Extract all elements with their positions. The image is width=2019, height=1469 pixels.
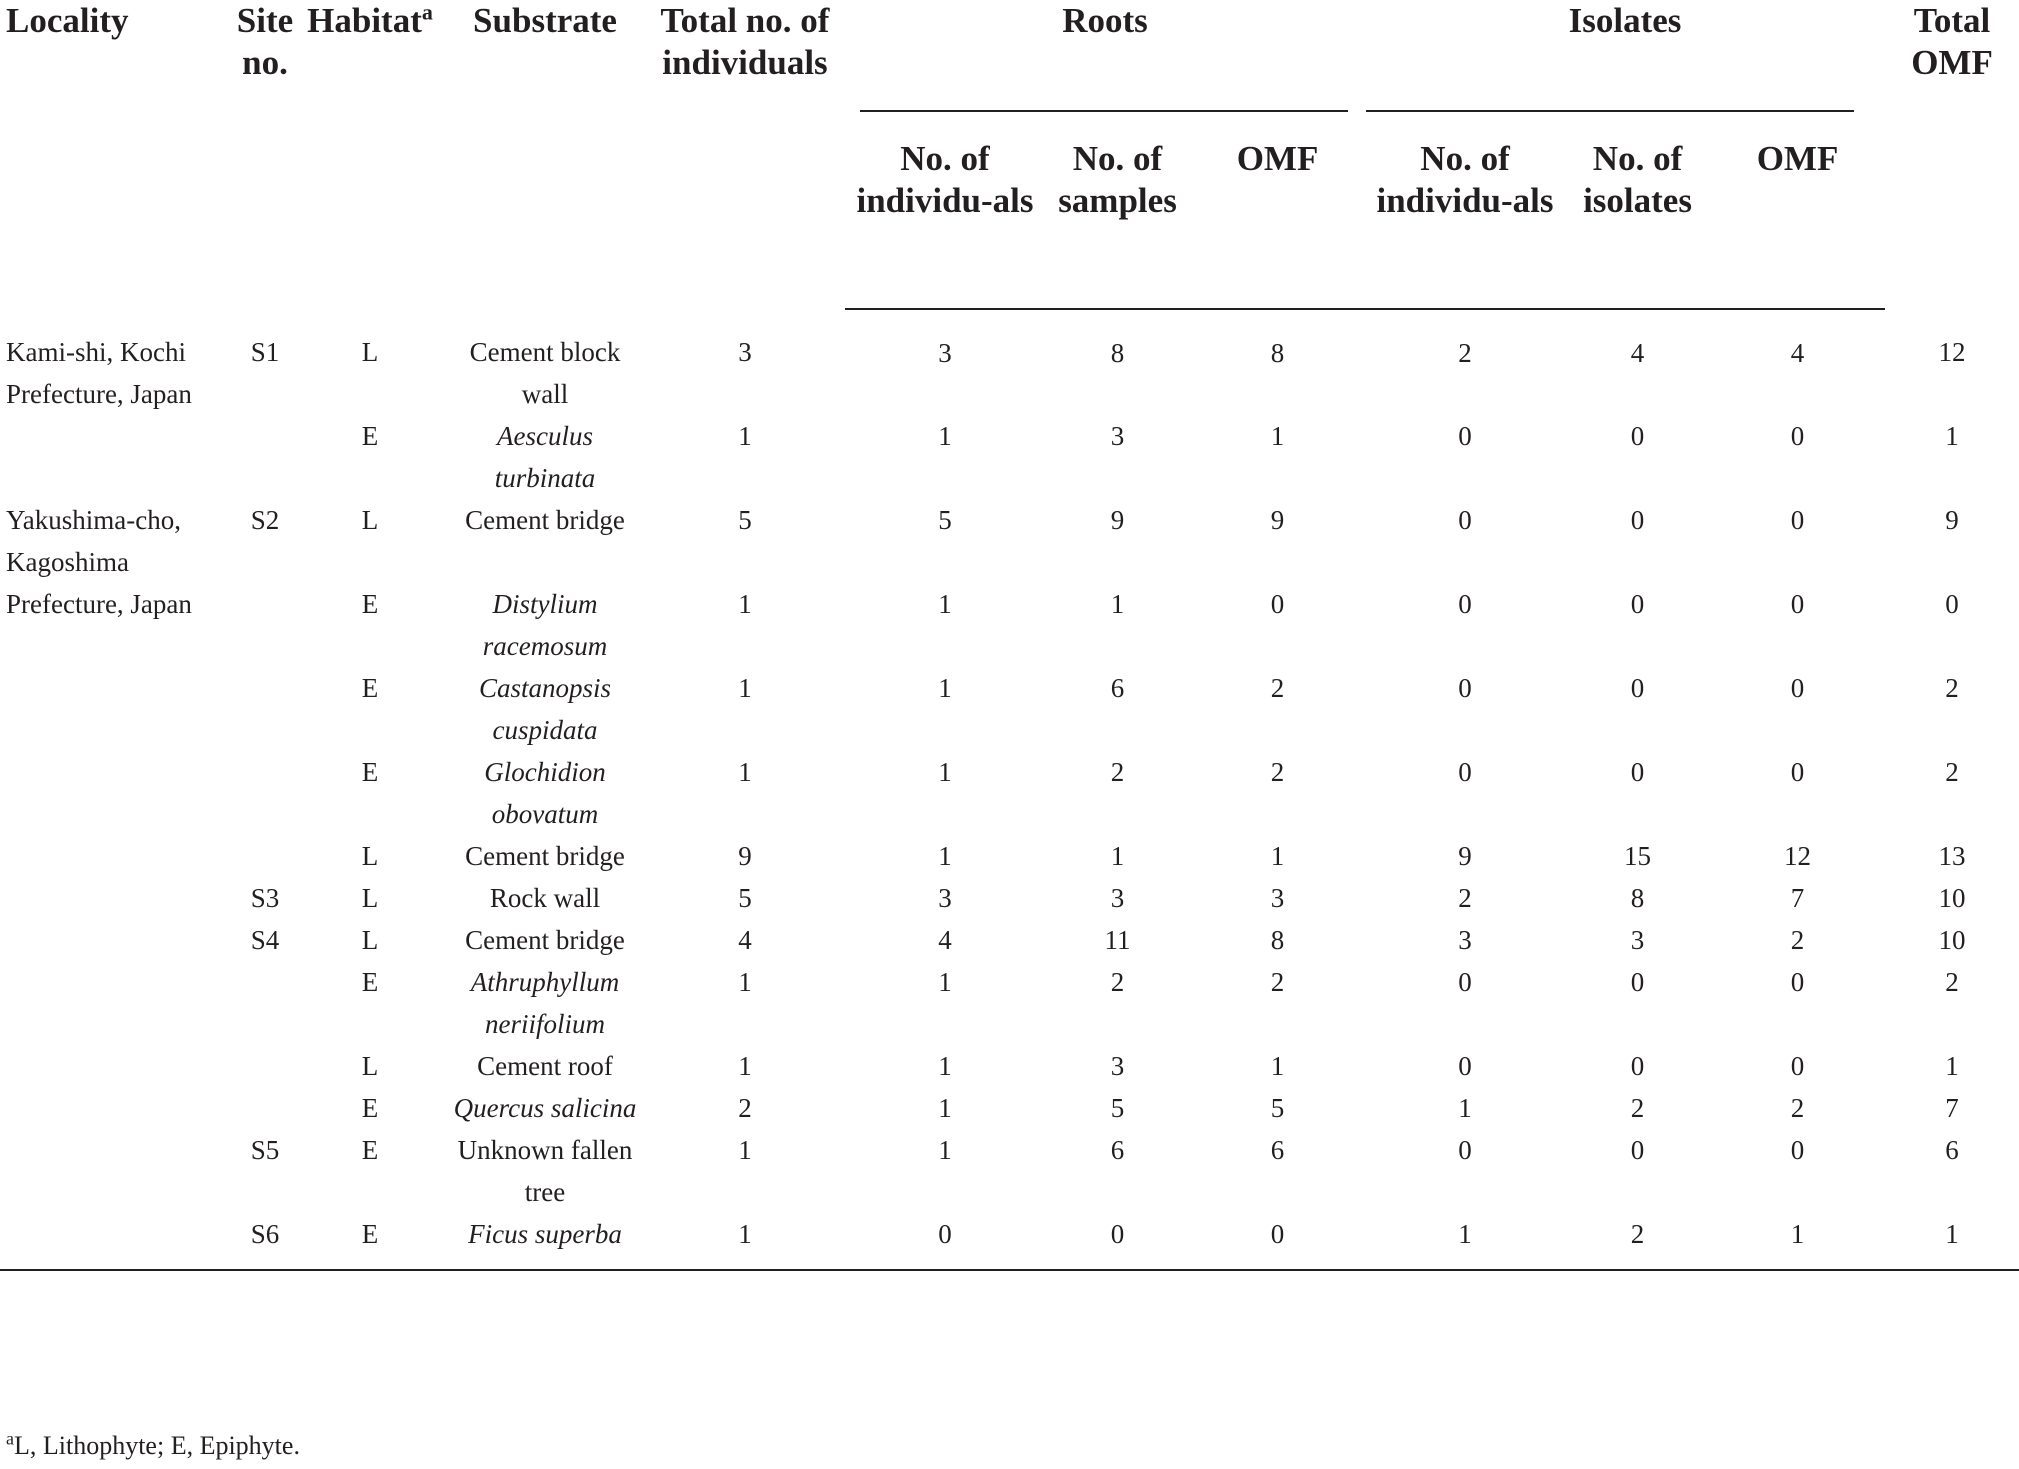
substrate-cell: Castanopsis cuspidata	[478, 673, 612, 745]
total-omf-cell: 6	[1945, 1135, 1959, 1165]
habitat-cell: E	[361, 967, 379, 997]
substrate-cell: Athruphyllum neriifolium	[470, 967, 620, 1039]
isolates-individuals-cell: 2	[1458, 338, 1472, 368]
total-individuals-cell: 2	[738, 1093, 752, 1123]
isolates-isolates-cell: 0	[1630, 505, 1645, 535]
roots-samples-cell: 1	[1110, 841, 1125, 871]
habitat-cell: L	[361, 1051, 379, 1081]
isolates-individuals-cell: 3	[1458, 925, 1472, 955]
footnote-sup: a	[6, 1428, 14, 1449]
substrate-cell: Aesculus turbinata	[494, 421, 596, 493]
table-row	[0, 667, 2019, 751]
roots-omf-cell: 3	[1270, 883, 1285, 913]
total-individuals-cell: 1	[738, 673, 752, 703]
isolates-omf-cell: 0	[1790, 673, 1805, 703]
isolates-omf-cell: 2	[1790, 1093, 1805, 1123]
footnote-text: L, Lithophyte; E, Epiphyte.	[14, 1431, 300, 1460]
table-row	[0, 499, 2019, 583]
isolates-individuals-cell: 0	[1458, 505, 1472, 535]
total-omf-cell: 0	[1945, 589, 1959, 619]
habitat-cell: E	[361, 673, 379, 703]
roots-samples-cell: 3	[1110, 883, 1125, 913]
site-cell	[235, 751, 295, 835]
roots-omf-cell: 2	[1270, 673, 1285, 703]
header-total-omf: Total OMF	[1911, 1, 1993, 82]
header-roots-omf: OMF	[1190, 110, 1365, 309]
substrate-cell: Unknown fallen tree	[457, 1135, 633, 1207]
isolates-individuals-cell: 0	[1458, 757, 1472, 787]
substrate-cell: Ficus superba	[445, 1213, 645, 1270]
site-cell	[235, 961, 295, 1045]
roots-individuals-cell: 1	[938, 1135, 952, 1165]
total-omf-cell: 1	[1945, 421, 1959, 451]
roots-omf-cell: 1	[1270, 841, 1285, 871]
site-cell	[235, 1045, 295, 1087]
isolates-individuals-cell: 0	[1458, 673, 1472, 703]
roots-samples-cell: 0	[1045, 1213, 1190, 1270]
locality-cell: Kami-shi, Kochi Prefecture, Japan	[6, 337, 192, 409]
header-substrate: Substrate	[473, 1, 617, 40]
isolates-isolates-cell: 0	[1630, 589, 1645, 619]
roots-samples-cell: 3	[1110, 1051, 1125, 1081]
isolates-omf-cell: 2	[1790, 925, 1805, 955]
roots-omf-cell: 5	[1270, 1093, 1285, 1123]
isolates-individuals-cell: 9	[1458, 841, 1472, 871]
roots-samples-cell: 6	[1110, 1135, 1125, 1165]
roots-samples-cell: 2	[1110, 757, 1125, 787]
roots-individuals-cell: 3	[938, 338, 952, 368]
roots-individuals-cell: 4	[938, 925, 952, 955]
locality-cell	[0, 919, 235, 961]
total-omf-cell: 2	[1945, 967, 1959, 997]
table-row	[0, 1129, 2019, 1213]
isolates-omf-cell: 12	[1784, 841, 1812, 871]
total-individuals-cell: 1	[738, 1135, 752, 1165]
roots-omf-cell: 8	[1270, 338, 1285, 368]
roots-samples-cell: 11	[1104, 925, 1131, 955]
total-individuals-cell: 3	[738, 337, 752, 367]
header-habitat: Habitat$^a$	[307, 0, 433, 40]
isolates-omf-cell: 7	[1790, 883, 1805, 913]
site-cell: S3	[250, 883, 280, 913]
substrate-cell: Cement bridge	[465, 505, 625, 535]
locality-cell	[0, 1213, 235, 1270]
total-individuals-cell: 1	[645, 1213, 845, 1270]
header-isolates: Isolates	[1568, 1, 1682, 40]
isolates-isolates-cell: 0	[1630, 1051, 1645, 1081]
roots-samples-cell: 3	[1110, 421, 1125, 451]
table-row	[0, 751, 2019, 835]
roots-individuals-cell: 1	[938, 841, 952, 871]
isolates-omf-cell: 0	[1790, 589, 1805, 619]
substrate-cell: Cement bridge	[465, 925, 625, 955]
habitat-cell: E	[361, 589, 379, 619]
locality-cell: Prefecture, Japan	[6, 589, 192, 619]
table-row	[0, 919, 2019, 961]
roots-samples-cell: 2	[1110, 967, 1125, 997]
roots-samples-cell: 6	[1110, 673, 1125, 703]
isolates-omf-cell: 0	[1790, 421, 1805, 451]
substrate-cell: Cement bridge	[465, 841, 625, 871]
roots-individuals-cell: 5	[938, 505, 952, 535]
roots-individuals-cell: 1	[938, 967, 952, 997]
table-row	[0, 309, 2019, 415]
site-cell	[235, 415, 295, 499]
isolates-isolates-cell: 0	[1630, 1135, 1645, 1165]
isolates-omf-cell: 4	[1790, 338, 1805, 368]
header-locality: Locality	[6, 1, 129, 40]
isolates-omf-cell: 0	[1790, 757, 1805, 787]
isolates-isolates-cell: 0	[1630, 967, 1645, 997]
locality-cell	[0, 877, 235, 919]
header-roots: Roots	[1062, 1, 1148, 40]
total-individuals-cell: 1	[738, 589, 752, 619]
isolates-omf-cell: 1	[1710, 1213, 1885, 1270]
isolates-omf-cell: 0	[1790, 1135, 1805, 1165]
habitat-cell: E	[361, 1135, 379, 1165]
roots-omf-cell: 2	[1270, 757, 1285, 787]
total-individuals-cell: 9	[738, 841, 752, 871]
isolates-isolates-cell: 15	[1624, 841, 1652, 871]
site-cell	[235, 583, 295, 667]
total-individuals-cell: 4	[738, 925, 752, 955]
total-omf-cell: 12	[1938, 337, 1966, 367]
isolates-isolates-cell: 2	[1630, 1093, 1645, 1123]
header-isolates-isolates: No. of isolates	[1565, 110, 1710, 309]
total-omf-cell: 9	[1945, 505, 1959, 535]
roots-group-underline	[860, 110, 1348, 112]
roots-individuals-cell: 1	[938, 1093, 952, 1123]
roots-individuals-cell: 0	[845, 1213, 1045, 1270]
habitat-cell: L	[361, 337, 379, 367]
table-row	[0, 1213, 2019, 1270]
habitat-cell: L	[361, 505, 379, 535]
locality-cell	[0, 1045, 235, 1087]
locality-cell	[0, 1129, 235, 1213]
total-omf-cell: 10	[1938, 925, 1966, 955]
header-habitat-sup: a	[421, 0, 433, 25]
isolates-isolates-cell: 2	[1565, 1213, 1710, 1270]
isolates-individuals-cell: 0	[1458, 1051, 1472, 1081]
table-row	[0, 415, 2019, 499]
header-isolates-individuals: No. of individu-als	[1365, 110, 1565, 309]
header-roots-individuals: No. of individu-als	[845, 110, 1045, 309]
roots-omf-cell: 9	[1270, 505, 1285, 535]
roots-omf-cell: 2	[1270, 967, 1285, 997]
roots-omf-cell: 1	[1270, 1051, 1285, 1081]
isolates-individuals-cell: 0	[1458, 589, 1472, 619]
roots-samples-cell: 1	[1110, 589, 1125, 619]
total-individuals-cell: 5	[738, 883, 752, 913]
roots-samples-cell: 9	[1110, 505, 1125, 535]
isolates-isolates-cell: 8	[1630, 883, 1645, 913]
locality-cell	[0, 835, 235, 877]
roots-individuals-cell: 1	[938, 673, 952, 703]
roots-individuals-cell: 3	[938, 883, 952, 913]
header-isolates-omf: OMF	[1710, 110, 1885, 309]
total-individuals-cell: 5	[738, 505, 752, 535]
isolates-individuals-cell: 1	[1458, 1093, 1472, 1123]
site-cell: S5	[250, 1135, 280, 1165]
total-omf-cell: 2	[1945, 673, 1959, 703]
locality-cell	[0, 1087, 235, 1129]
isolates-individuals-cell: 0	[1458, 421, 1472, 451]
habitat-cell: E	[361, 421, 379, 451]
roots-individuals-cell: 1	[938, 757, 952, 787]
table-body	[0, 309, 2019, 1270]
total-individuals-cell: 1	[738, 421, 752, 451]
isolates-isolates-cell: 4	[1630, 338, 1645, 368]
total-omf-cell: 2	[1945, 757, 1959, 787]
isolates-individuals-cell: 0	[1458, 1135, 1472, 1165]
isolates-individuals-cell: 2	[1458, 883, 1472, 913]
substrate-cell: Cement block wall	[469, 337, 621, 409]
isolates-isolates-cell: 0	[1630, 421, 1645, 451]
site-cell	[235, 835, 295, 877]
table-row	[0, 877, 2019, 919]
isolates-omf-cell: 0	[1790, 1051, 1805, 1081]
locality-cell	[0, 961, 235, 1045]
isolates-omf-cell: 0	[1790, 505, 1805, 535]
habitat-cell: E	[295, 1213, 445, 1270]
isolates-isolates-cell: 3	[1630, 925, 1645, 955]
total-individuals-cell: 1	[738, 1051, 752, 1081]
substrate-cell: Cement roof	[477, 1051, 613, 1081]
habitat-cell: L	[361, 841, 379, 871]
table-row	[0, 961, 2019, 1045]
habitat-cell: L	[361, 883, 379, 913]
table-row	[0, 1045, 2019, 1087]
isolates-isolates-cell: 0	[1630, 757, 1645, 787]
site-cell: S6	[235, 1213, 295, 1270]
roots-samples-cell: 8	[1110, 338, 1125, 368]
header-total-individuals: Total no. of individuals	[660, 1, 830, 82]
substrate-cell: Quercus salicina	[453, 1093, 637, 1123]
footnote	[6, 1430, 300, 1462]
locality-cell	[0, 415, 235, 499]
substrate-cell: Rock wall	[489, 883, 601, 913]
isolates-individuals-cell: 0	[1458, 967, 1472, 997]
locality-cell	[0, 667, 235, 751]
site-cell: S2	[250, 505, 280, 535]
total-omf-cell: 10	[1938, 883, 1966, 913]
site-cell: S1	[250, 337, 280, 367]
roots-omf-cell: 0	[1270, 589, 1285, 619]
total-omf-cell: 13	[1938, 841, 1966, 871]
substrate-cell: Glochidion obovatum	[484, 757, 606, 829]
isolates-isolates-cell: 0	[1630, 673, 1645, 703]
total-omf-cell: 1	[1885, 1213, 2019, 1270]
substrate-cell: Distylium racemosum	[482, 589, 608, 661]
isolates-omf-cell: 0	[1790, 967, 1805, 997]
habitat-cell: E	[361, 1093, 379, 1123]
isolates-individuals-cell: 1	[1365, 1213, 1565, 1270]
site-cell	[235, 1087, 295, 1129]
site-cell: S4	[250, 925, 280, 955]
roots-individuals-cell: 1	[938, 421, 952, 451]
total-individuals-cell: 1	[738, 967, 752, 997]
table-row	[0, 583, 2019, 667]
roots-individuals-cell: 1	[938, 589, 952, 619]
header-roots-samples: No. of samples	[1045, 110, 1190, 309]
header-site-no: Site no.	[236, 1, 294, 82]
habitat-cell: E	[361, 757, 379, 787]
table-row	[0, 1087, 2019, 1129]
site-cell	[235, 667, 295, 751]
isolates-group-underline	[1366, 110, 1854, 112]
roots-omf-cell: 0	[1190, 1213, 1365, 1270]
roots-omf-cell: 6	[1270, 1135, 1285, 1165]
locality-cell: Yakushima-cho, Kagoshima	[6, 505, 181, 577]
roots-samples-cell: 5	[1110, 1093, 1125, 1123]
roots-individuals-cell: 1	[938, 1051, 952, 1081]
habitat-cell: L	[361, 925, 379, 955]
total-individuals-cell: 1	[738, 757, 752, 787]
roots-omf-cell: 8	[1270, 925, 1285, 955]
roots-omf-cell: 1	[1270, 421, 1285, 451]
total-omf-cell: 7	[1945, 1093, 1959, 1123]
table-row	[0, 835, 2019, 877]
locality-cell	[0, 751, 235, 835]
total-omf-cell: 1	[1945, 1051, 1959, 1081]
